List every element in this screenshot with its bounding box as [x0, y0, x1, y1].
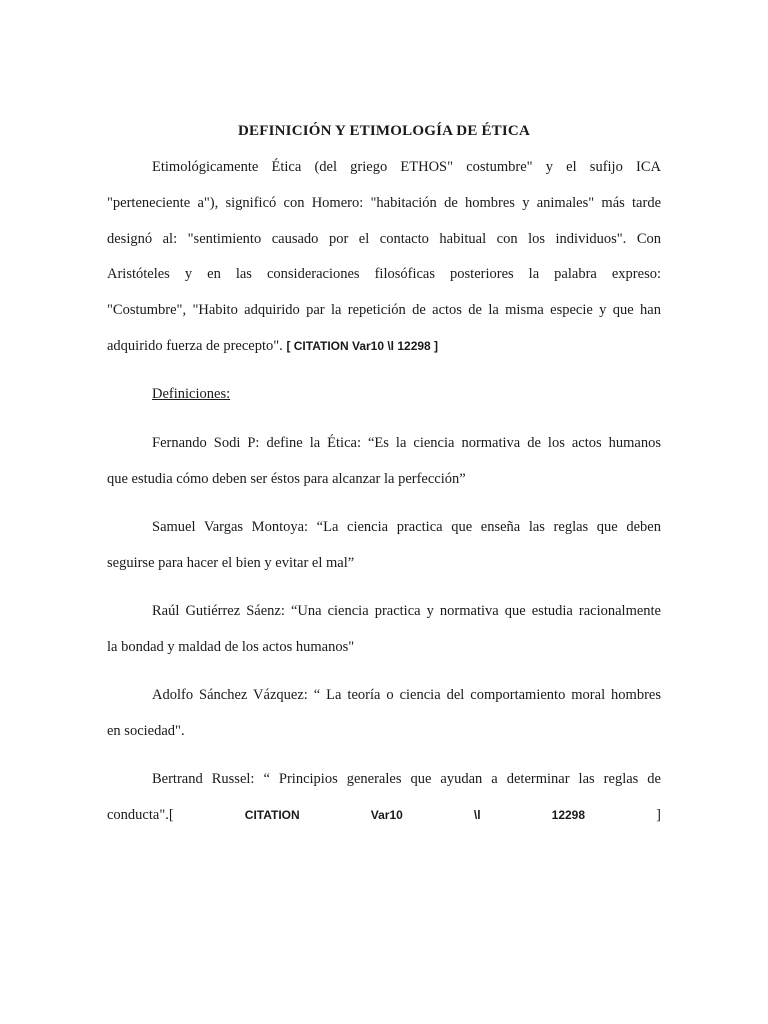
intro-line: "perteneciente a"), significó con Homero: "habitación de hombres y animales" más tarde: [107, 195, 661, 211]
definition-line: Raúl Gutiérrez Sáenz: “Una ciencia practica y normativa que estudia racionalmente: [152, 603, 661, 619]
definition-line-prefix: conducta".[: [107, 807, 174, 823]
definitions-heading: Definiciones:: [152, 386, 231, 402]
intro-line: "Costumbre", "Habito adquirido par la repetición de actos de la misma especie y que han: [107, 302, 661, 318]
definition-line: en sociedad".: [107, 723, 185, 739]
page-title: DEFINICIÓN Y ETIMOLOGÍA DE ÉTICA: [237, 123, 530, 139]
citation-field: [ CITATION Var10 \l 12298 ]: [286, 339, 439, 353]
citation-field-part: Var10: [370, 808, 403, 822]
intro-line: Aristóteles y en las consideraciones filosóficas posteriores la palabra expreso:: [107, 266, 661, 282]
definition-line: Fernando Sodi P: define la Ética: “Es la ciencia normativa de los actos humanos: [152, 435, 661, 451]
definition-line: Samuel Vargas Montoya: “La ciencia practica que enseña las reglas que deben: [152, 519, 661, 535]
citation-field-part: \l: [473, 808, 481, 822]
citation-field-part: 12298: [551, 808, 586, 822]
definition-line: seguirse para hacer el bien y evitar el mal”: [107, 555, 355, 571]
intro-line: designó al: "sentimiento causado por el contacto habitual con los individuos". Con: [107, 231, 661, 247]
intro-last-line: [107, 336, 438, 356]
definition-line: Adolfo Sánchez Vázquez: “ La teoría o ciencia del comportamiento moral hombres: [152, 687, 661, 703]
definition-line: que estudia cómo deben ser éstos para alcanzar la perfección”: [107, 471, 466, 487]
citation-field-part: CITATION: [244, 808, 300, 822]
citation-field-part: ]: [656, 807, 661, 823]
definition-line: Bertrand Russel: “ Principios generales que ayudan a determinar las reglas de: [152, 771, 661, 787]
definition-citation-line: [107, 805, 661, 825]
intro-line: Etimológicamente Ética (del griego ETHOS" costumbre" y el sufijo ICA: [152, 159, 661, 175]
intro-last-text: adquirido fuerza de precepto".: [107, 338, 283, 354]
definition-line: la bondad y maldad de los actos humanos": [107, 639, 355, 655]
